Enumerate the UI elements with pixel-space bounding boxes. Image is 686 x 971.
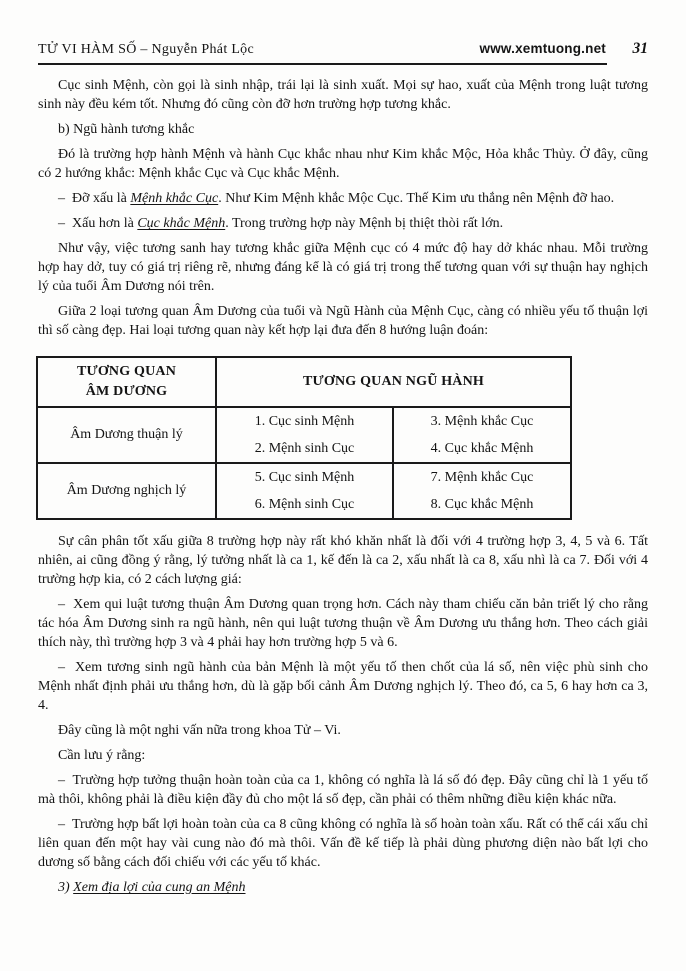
table-cell bbox=[216, 463, 393, 519]
table-row-thuan-ly bbox=[37, 407, 571, 463]
para-su-can-phan: Sự cân phân tốt xấu giữa 8 trường hợp này rất khó khăn nhất là đối với 4 trường hợp 3, 4, 5 và 6. Tất nhiên, ai cũng đồng ý rằng, lý tưởng nhất là ca 1, kế đến là ca 2, xấu nhất là ca 8, xấu nhì là ca 7. Đối với 4 trường hợp kia, có 2 cách lượng giá: bbox=[38, 534, 648, 587]
book-title: TỬ VI HÀM SỐ – Nguyễn Phát Lộc bbox=[38, 42, 254, 57]
para-do-xau bbox=[38, 189, 648, 208]
para-xau-hon-post: . Trong trường hợp này Mệnh bị thiệt thòi rất lớn. bbox=[225, 216, 504, 231]
page-header bbox=[38, 40, 648, 58]
para-xau-hon-pre: – Xấu hơn là bbox=[58, 216, 138, 231]
table-cell-line: 1. Cục sinh Mệnh bbox=[254, 414, 355, 429]
header-rule bbox=[38, 63, 607, 65]
para-truong-hop-khac: Đó là trường hợp hành Mệnh và hành Cục khắc nhau như Kim khắc Mộc, Hỏa khắc Thủy. Ở đây, cũng có 2 hướng khắc: Mệnh khắc Cục và Cục khắc Mệnh. bbox=[38, 147, 648, 181]
table-cell-line: 8. Cục khắc Mệnh bbox=[430, 497, 534, 512]
document-body bbox=[38, 76, 648, 897]
heading-number: 3) bbox=[58, 880, 74, 895]
heading-ngu-hanh-tuong-khac: b) Ngũ hành tương khắc bbox=[58, 122, 195, 137]
table-cell-line: 3. Mệnh khắc Cục bbox=[430, 414, 534, 429]
table-cell bbox=[216, 407, 393, 463]
table-cell-line: 2. Mệnh sinh Cục bbox=[254, 441, 355, 456]
table-row-nghich-ly bbox=[37, 463, 571, 519]
para-cuc-sinh-menh: Cục sinh Mệnh, còn gọi là sinh nhập, trái lại là sinh xuất. Mọi sự hao, xuất của Mệnh trong luật tương sinh này đều kém tốt. Nhưng đó cũng còn đỡ hơn trường hợp tương khắc. bbox=[38, 78, 648, 112]
header-cell-am-duong-line1: TƯƠNG QUAN bbox=[76, 364, 177, 379]
header-cell-ngu-hanh: TƯƠNG QUAN NGŨ HÀNH bbox=[216, 357, 571, 407]
para-truong-hop-ca-8: – Trường hợp bất lợi hoàn toàn của ca 8 cũng không có nghĩa là số hoàn toàn xấu. Rất có thể cái xấu chỉ liên quan đến một hay vài cung nào đó mà thôi. Vấn đề kế tiếp là phải dùng phương diện nào bất lợi cho dương số bằng cách đối chiếu với các yếu tố khác. bbox=[38, 817, 648, 870]
term-cuc-khac-menh: Cục khắc Mệnh bbox=[137, 216, 226, 231]
term-menh-khac-cuc: Mệnh khắc Cục bbox=[130, 191, 219, 206]
row-label: Âm Dương thuận lý bbox=[37, 407, 216, 463]
table-cell-line: 5. Cục sinh Mệnh bbox=[254, 470, 355, 485]
para-can-luu-y: Cần lưu ý rằng: bbox=[58, 748, 146, 763]
page-number: 31 bbox=[632, 40, 648, 57]
table-header-row bbox=[37, 357, 571, 407]
table-cell bbox=[393, 407, 571, 463]
heading-xem-dia-loi bbox=[38, 878, 648, 897]
para-xem-qui-luat: – Xem qui luật tương thuận Âm Dương quan trọng hơn. Cách này tham chiếu căn bản triết lý cho rằng tác hóa Âm Dương sinh ra ngũ hành, nên qui luật tương thuận về Âm Dương ưu thắng hơn. Theo cách giải thích này, thì trường hợp 3 và 4 phải hay hơn trường hợp 5 và 6. bbox=[38, 597, 648, 650]
heading-title: Xem địa lợi của cung an Mệnh bbox=[73, 880, 246, 895]
table-cell-line: 6. Mệnh sinh Cục bbox=[254, 497, 355, 512]
para-xem-tuong-sinh: – Xem tương sinh ngũ hành của bản Mệnh là một yếu tố then chốt của lá số, nên việc phù sinh cho Mệnh nhất định phải ưu thắng hơn, dù là gặp bối cảnh Âm Dương nghịch lý. Theo đó, ca 5, 6 hay hơn ca 3, 4. bbox=[38, 660, 648, 713]
header-right-group bbox=[480, 40, 648, 58]
header-cell-am-duong-line2: ÂM DƯƠNG bbox=[85, 384, 168, 399]
table-cell-line: 7. Mệnh khắc Cục bbox=[430, 470, 534, 485]
para-do-xau-post: . Như Kim Mệnh khắc Mộc Cục. Thế Kim ưu thắng nên Mệnh đỡ hao. bbox=[218, 191, 615, 206]
relation-table bbox=[36, 356, 572, 520]
website-url: www.xemtuong.net bbox=[479, 41, 606, 56]
para-nghi-van: Đây cũng là một nghi vấn nữa trong khoa Tử – Vi. bbox=[58, 723, 341, 738]
para-nhu-vay: Như vậy, việc tương sanh hay tương khắc giữa Mệnh cục có 4 mức độ hay dở khác nhau. Mỗi trường hợp hay dở, tuy có giá trị riêng rẽ, nhưng đáng kể là có giá trị trong thế tương quan với sự thuận hay nghịch lý của tuổi Âm Dương nói trên. bbox=[38, 241, 648, 294]
para-truong-hop-ca-1: – Trường hợp tưởng thuận hoàn toàn của ca 1, không có nghĩa là lá số đó đẹp. Đây cũng chỉ là 1 yếu tố mà thôi, không phải là điều kiện đầy đủ cho một lá số đẹp, cần phải có thêm những điều kiện khác nữa. bbox=[38, 773, 648, 807]
para-giua-2-loai: Giữa 2 loại tương quan Âm Dương của tuổi và Ngũ Hành của Mệnh Cục, càng có nhiều yếu tố thuận lợi thì số càng đẹp. Hai loại tương quan này kết hợp lại đưa đến 8 hướng luận đoán: bbox=[38, 304, 648, 338]
row-label: Âm Dương nghịch lý bbox=[37, 463, 216, 519]
para-do-xau-pre: – Đỡ xấu là bbox=[58, 191, 131, 206]
header-cell-am-duong bbox=[37, 357, 216, 407]
para-xau-hon bbox=[38, 214, 648, 233]
table-cell-line: 4. Cục khắc Mệnh bbox=[430, 441, 534, 456]
table-cell bbox=[393, 463, 571, 519]
